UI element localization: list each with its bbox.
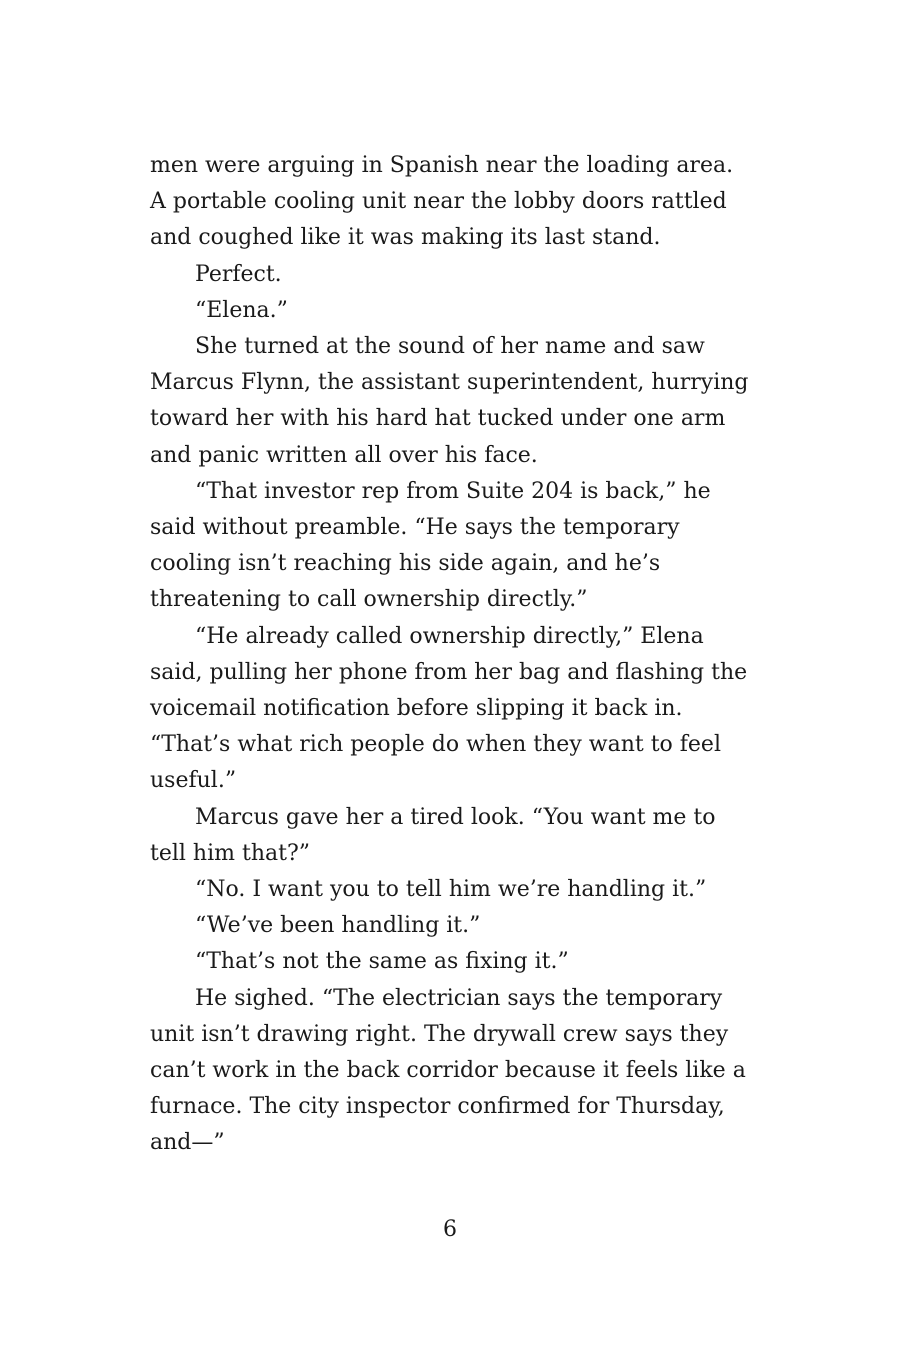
paragraph: “He already called ownership directly,” Elena said, pulling her phone from her bag and flashing the voicemail notification before slipping it back in. “That’s what rich people do when they want to feel useful.” xyxy=(150,623,748,794)
paragraph: “That’s not the same as fixing it.” xyxy=(195,949,569,975)
paragraph: Perfect. xyxy=(195,261,282,287)
paragraph: “That investor rep from Suite 204 is back,” he said without preamble. “He says the temporary cooling isn’t reaching his side again, and he’s threatening to call ownership directly.” xyxy=(150,478,711,613)
paragraph: “Elena.” xyxy=(195,297,288,323)
paragraph: He sighed. “The electrician says the temporary unit isn’t drawing right. The drywall crew says they can’t work in the back corridor because it feels like a furnace. The city inspector confirmed for Thursday, and—” xyxy=(150,985,746,1156)
paragraph: “No. I want you to tell him we’re handling it.” xyxy=(195,877,707,903)
paragraph: She turned at the sound of her name and saw Marcus Flynn, the assistant superintendent, hurrying toward her with his hard hat tucked under one arm and panic written all over his face. xyxy=(150,334,749,468)
paragraph-continued: men were arguing in Spanish near the loading area. A portable cooling unit near the lobby doors rattled and coughed like it was making its last stand. xyxy=(150,153,734,251)
page-number: 6 xyxy=(443,1217,457,1242)
paragraph: Marcus gave her a tired look. “You want me to tell him that?” xyxy=(150,804,716,866)
page-body xyxy=(150,148,750,1162)
paragraph: “We’ve been handling it.” xyxy=(195,913,481,939)
